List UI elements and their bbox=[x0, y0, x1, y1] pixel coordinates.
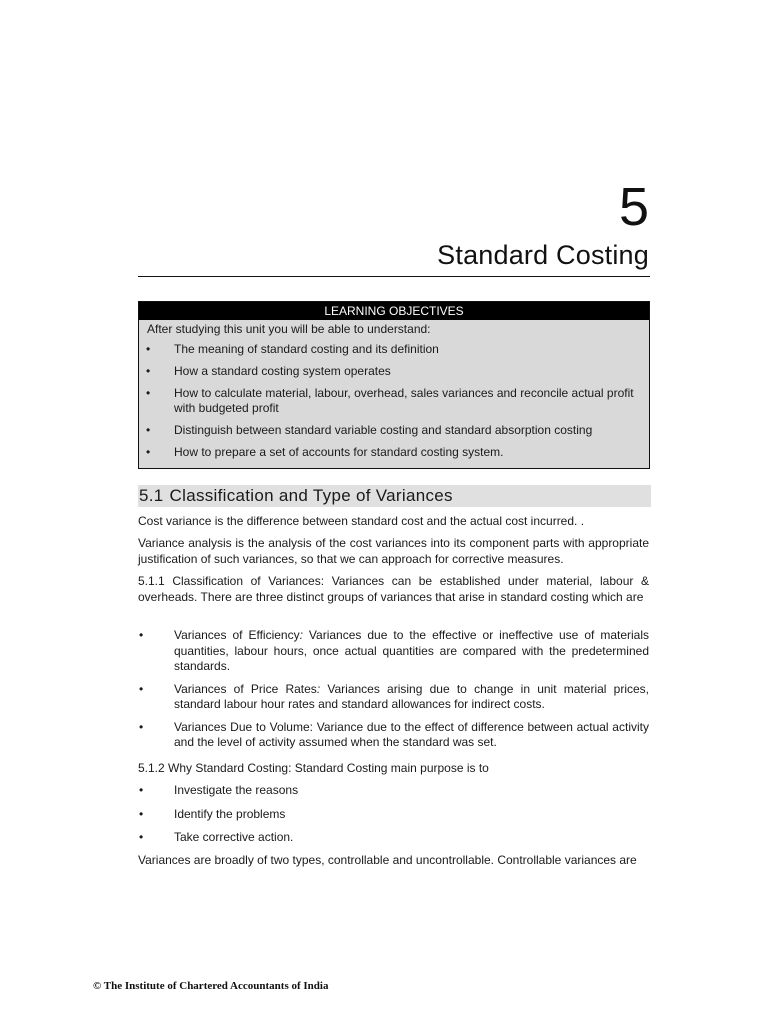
objective-text: How a standard costing system operates bbox=[174, 364, 391, 378]
copyright-footer: © The Institute of Chartered Accountants of India bbox=[93, 980, 329, 992]
paragraph-why-standard-costing: 5.1.2 Why Standard Costing: Standard Costing main purpose is to bbox=[138, 761, 489, 775]
learning-objectives-list bbox=[139, 342, 649, 460]
objective-item bbox=[139, 386, 649, 416]
objective-text: How to prepare a set of accounts for standard costing system. bbox=[174, 445, 504, 459]
chapter-number: 5 bbox=[618, 177, 649, 237]
objective-text: Distinguish between standard variable costing and standard absorption costing bbox=[174, 423, 593, 437]
bullet-icon: • bbox=[139, 806, 144, 821]
learning-objectives-heading: LEARNING OBJECTIVES bbox=[139, 302, 649, 320]
bullet-icon: • bbox=[146, 342, 151, 356]
objective-item bbox=[139, 423, 649, 438]
title-divider bbox=[138, 276, 650, 277]
bullet-icon: • bbox=[139, 830, 144, 844]
variance-term: Variances of Efficiency bbox=[174, 628, 300, 642]
objective-text: The meaning of standard costing and its definition bbox=[174, 342, 439, 356]
variance-description: Variances arising due to change in unit material prices, standard labour hour rates and standard allowances for indirect costs. bbox=[174, 681, 650, 711]
variance-separator: : bbox=[316, 681, 321, 696]
purpose-text: Investigate the reasons bbox=[174, 783, 299, 797]
learning-objectives-box bbox=[138, 301, 650, 469]
section-number: 5.1 bbox=[139, 486, 164, 505]
bullet-icon: • bbox=[139, 628, 144, 642]
bullet-icon: • bbox=[146, 445, 151, 459]
list-item bbox=[138, 830, 649, 846]
variance-separator: : bbox=[299, 628, 303, 642]
paragraph-variance-analysis: Variance analysis is the analysis of the cost variances into its component parts with appropriate justification of such variances, so that we can approach for corrective measures. bbox=[138, 536, 649, 566]
variance-term: Variances Due to Volume bbox=[174, 719, 310, 734]
list-item bbox=[138, 628, 649, 675]
objective-item bbox=[139, 342, 649, 357]
variance-description: Variances due to the effective or ineffective use of materials quantities, labour hours, once actual quantities are compared with the predetermined standards. bbox=[174, 628, 649, 673]
variance-description: Variance due to the effect of difference between actual activity and the level of activity assumed when the standard was set. bbox=[174, 719, 649, 749]
bullet-icon: • bbox=[139, 783, 144, 797]
variance-term: Variances of Price Rates bbox=[174, 681, 317, 696]
objective-item bbox=[139, 364, 649, 379]
purpose-text: Take corrective action. bbox=[174, 830, 294, 844]
bullet-icon: • bbox=[146, 423, 151, 437]
paragraph-classification: 5.1.1 Classification of Variances: Variances can be established under material, labour & overheads. There are three distinct groups of variances that arise in standard costing which are bbox=[138, 574, 649, 604]
bullet-icon: • bbox=[139, 681, 144, 696]
bullet-icon: • bbox=[139, 719, 144, 734]
list-item bbox=[138, 783, 649, 799]
list-item bbox=[138, 720, 649, 751]
section-heading bbox=[138, 485, 651, 507]
section-title: Classification and Type of Variances bbox=[169, 486, 453, 505]
purpose-text: Identify the problems bbox=[174, 806, 286, 821]
objective-text: How to calculate material, labour, overhead, sales variances and reconcile actual profit with budgeted profit bbox=[174, 386, 634, 415]
objective-item bbox=[139, 445, 649, 460]
purposes-list bbox=[138, 783, 649, 846]
learning-objectives-intro: After studying this unit you will be able to understand: bbox=[147, 322, 431, 336]
variance-groups-list bbox=[138, 628, 649, 751]
list-item bbox=[138, 682, 649, 713]
bullet-icon: • bbox=[146, 386, 151, 400]
variance-separator: : bbox=[309, 719, 313, 734]
paragraph-variance-types: Variances are broadly of two types, controllable and uncontrollable. Controllable variances are bbox=[138, 853, 637, 867]
paragraph-cost-variance: Cost variance is the difference between standard cost and the actual cost incurred. . bbox=[138, 514, 585, 528]
list-item bbox=[138, 807, 649, 823]
chapter-title: Standard Costing bbox=[437, 240, 649, 270]
bullet-icon: • bbox=[146, 364, 151, 378]
